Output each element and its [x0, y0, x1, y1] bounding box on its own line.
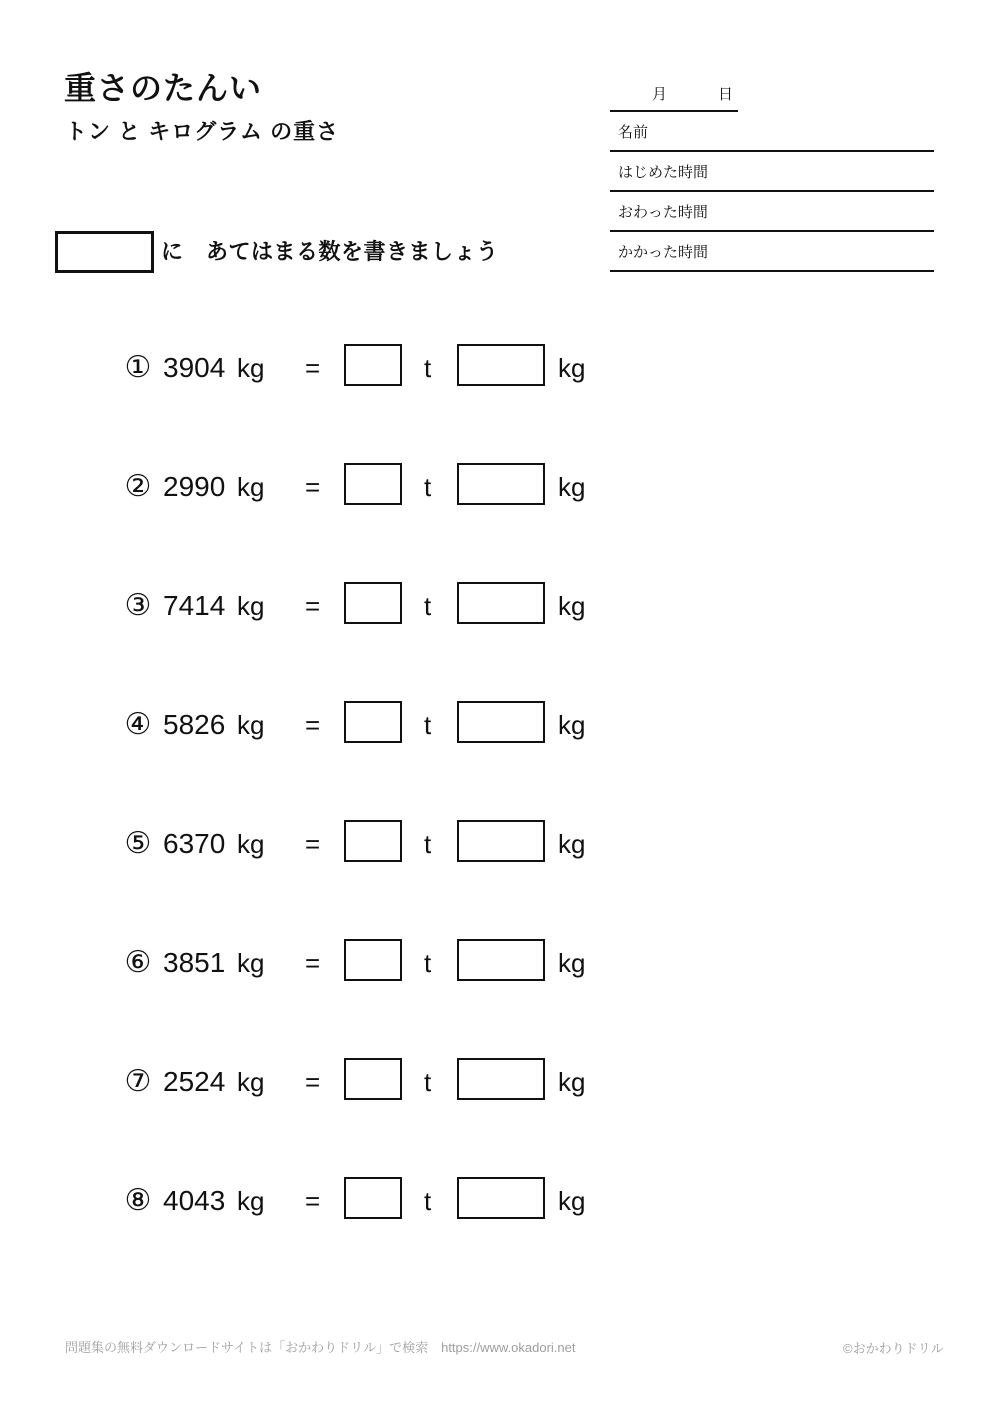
day-label: 日	[718, 86, 734, 103]
end-time-input-area[interactable]	[708, 192, 934, 230]
unit-kg-left: kg	[237, 591, 265, 621]
kg-answer-box[interactable]	[457, 820, 545, 862]
problem-number: ⑥	[124, 946, 152, 979]
footer-site-info: 問題集の無料ダウンロードサイトは「おかわりドリル」で検索 https://www.okadori.net	[65, 1340, 576, 1355]
unit-t: t	[424, 829, 432, 859]
problem-value: 5826	[163, 709, 226, 740]
header-form	[610, 80, 934, 272]
tons-answer-box[interactable]	[344, 1177, 402, 1219]
unit-t: t	[424, 472, 432, 502]
problem-number: ③	[124, 589, 152, 622]
elapsed-time-input-area[interactable]	[708, 232, 934, 270]
problem-value: 3904	[163, 352, 226, 383]
kg-answer-box[interactable]	[457, 463, 545, 505]
start-time-label: はじめた時間	[618, 163, 709, 181]
problem-row-4	[0, 701, 1000, 749]
unit-t: t	[424, 353, 432, 383]
unit-t: t	[424, 1067, 432, 1097]
equals-sign: =	[305, 472, 321, 502]
unit-kg-right: kg	[558, 829, 586, 859]
month-input-area[interactable]	[610, 80, 650, 110]
tons-answer-box[interactable]	[344, 344, 402, 386]
kg-answer-box[interactable]	[457, 701, 545, 743]
equals-sign: =	[305, 353, 321, 383]
problem-number: ②	[124, 470, 152, 503]
start-time-input-area[interactable]	[708, 152, 934, 190]
start-time-row	[610, 152, 934, 192]
name-row	[610, 112, 934, 152]
unit-kg-right: kg	[558, 1067, 586, 1097]
unit-kg-left: kg	[237, 472, 265, 502]
instruction-text: に あてはまる数を書きましょう	[161, 239, 499, 264]
tons-answer-box[interactable]	[344, 820, 402, 862]
equals-sign: =	[305, 591, 321, 621]
unit-kg-right: kg	[558, 948, 586, 978]
unit-kg-left: kg	[237, 353, 265, 383]
kg-answer-box[interactable]	[457, 1058, 545, 1100]
unit-kg-left: kg	[237, 948, 265, 978]
unit-t: t	[424, 1186, 432, 1216]
unit-kg-right: kg	[558, 472, 586, 502]
problem-number: ①	[124, 351, 152, 384]
date-row	[610, 80, 738, 112]
tons-answer-box[interactable]	[344, 582, 402, 624]
unit-kg-right: kg	[558, 710, 586, 740]
problem-number: ④	[124, 708, 152, 741]
problem-row-5	[0, 820, 1000, 868]
problem-value: 2524	[163, 1066, 226, 1097]
name-label: 名前	[618, 123, 649, 141]
equals-sign: =	[305, 1186, 321, 1216]
elapsed-time-row	[610, 232, 934, 272]
unit-kg-left: kg	[237, 1067, 265, 1097]
kg-answer-box[interactable]	[457, 939, 545, 981]
problem-value: 2990	[163, 471, 226, 502]
unit-t: t	[424, 710, 432, 740]
equals-sign: =	[305, 710, 321, 740]
problem-number: ⑤	[124, 827, 152, 860]
problem-row-7	[0, 1058, 1000, 1106]
problem-row-2	[0, 463, 1000, 511]
kg-answer-box[interactable]	[457, 1177, 545, 1219]
problem-row-6	[0, 939, 1000, 987]
unit-t: t	[424, 948, 432, 978]
unit-kg-left: kg	[237, 829, 265, 859]
kg-answer-box[interactable]	[457, 582, 545, 624]
unit-kg-right: kg	[558, 353, 586, 383]
example-answer-box	[55, 231, 154, 273]
footer-copyright: ©おかわりドリル	[843, 1341, 944, 1356]
tons-answer-box[interactable]	[344, 463, 402, 505]
problem-value: 7414	[163, 590, 226, 621]
month-label: 月	[652, 86, 668, 103]
unit-kg-left: kg	[237, 710, 265, 740]
equals-sign: =	[305, 829, 321, 859]
equals-sign: =	[305, 948, 321, 978]
tons-answer-box[interactable]	[344, 1058, 402, 1100]
tons-answer-box[interactable]	[344, 939, 402, 981]
kg-answer-box[interactable]	[457, 344, 545, 386]
problem-value: 6370	[163, 828, 226, 859]
unit-kg-right: kg	[558, 591, 586, 621]
problem-number: ⑦	[124, 1065, 152, 1098]
problem-row-8	[0, 1177, 1000, 1225]
problem-row-1	[0, 344, 1000, 392]
problem-value: 4043	[163, 1185, 226, 1216]
problem-value: 3851	[163, 947, 226, 978]
tons-answer-box[interactable]	[344, 701, 402, 743]
problem-number: ⑧	[124, 1184, 152, 1217]
unit-kg-right: kg	[558, 1186, 586, 1216]
problem-row-3	[0, 582, 1000, 630]
unit-kg-left: kg	[237, 1186, 265, 1216]
name-input-area[interactable]	[648, 112, 934, 150]
day-input-area[interactable]	[672, 80, 716, 110]
page-subtitle: トン と キログラム の重さ	[65, 119, 340, 144]
end-time-label: おわった時間	[618, 203, 708, 221]
elapsed-time-label: かかった時間	[618, 243, 709, 261]
page-title: 重さのたんい	[64, 70, 263, 106]
equals-sign: =	[305, 1067, 321, 1097]
end-time-row	[610, 192, 934, 232]
unit-t: t	[424, 591, 432, 621]
